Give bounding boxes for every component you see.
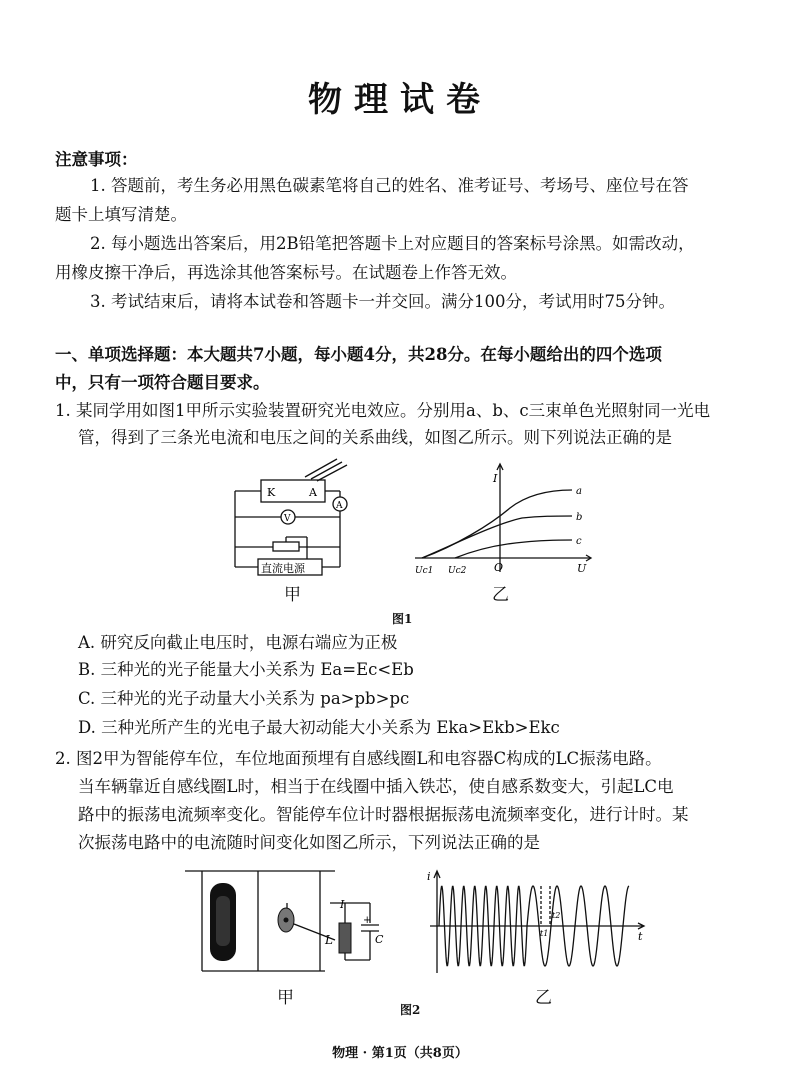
notice-heading: 注意事项： (55, 150, 138, 169)
page-title: 物理试卷 (308, 80, 492, 120)
q1-option-d: D. 三种光所产生的光电子最大初动能大小关系为 Eka>Ekb>Ekc (78, 718, 560, 737)
notice-item-1-line-1: 1. 答题前，考生务必用黑色碳素笔将自己的姓名、准考证号、考场号、座位号在答 (90, 176, 689, 195)
figure-1b-label: 乙 (492, 585, 509, 605)
q1-line-2: 管，得到了三条光电流和电压之间的关系曲线，如图乙所示。则下列说法正确的是 (78, 428, 672, 447)
q1-line-1: 1. 某同学用如图1甲所示实验装置研究光电效应。分别用a、b、c三束单色光照射同一光电 (55, 401, 711, 420)
figure-2-parking-spot (185, 868, 385, 978)
phototube-k-label: K (267, 486, 276, 499)
t1-label: t1 (540, 929, 549, 938)
current-label: I (340, 898, 345, 911)
section-1-line-2: 中，只有一项符合题目要求。 (55, 373, 270, 392)
q2-line-4: 次振荡电路中的电流随时间变化如图乙所示，下列说法正确的是 (78, 833, 540, 852)
q1-option-a: A. 研究反向截止电压时，电源右端应为正极 (78, 633, 398, 652)
curve-c-label: c (576, 536, 582, 547)
capacitor-plus-label: + (363, 915, 372, 926)
capacitor-label: C (375, 933, 384, 946)
q2-line-2: 当车辆靠近自感线圈L时，相当于在线圈中插入铁芯，使自感系数变大，引起LC电 (78, 777, 674, 796)
q2-line-1: 2. 图2甲为智能停车位，车位地面预埋有自感线圈L和电容器C构成的LC振荡电路。 (55, 749, 662, 768)
voltmeter-label: V (284, 514, 291, 524)
graph1-x-label: U (577, 562, 587, 575)
graph2-x-label: t (638, 930, 643, 943)
notice-item-3: 3. 考试结束后，请将本试卷和答题卡一并交回。满分100分，考试用时75分钟。 (90, 292, 675, 311)
t2-label: t2 (552, 911, 561, 920)
q1-option-c: C. 三种光的光子动量大小关系为 pa>pb>pc (78, 689, 410, 708)
inductor-icon (339, 923, 351, 953)
notice-item-2-line-1: 2. 每小题选出答案后，用2B铅笔把答题卡上对应题目的答案标号涂黑。如需改动， (90, 234, 695, 253)
figure-2-caption: 图2 (400, 1003, 421, 1017)
figure-1-caption: 图1 (392, 612, 413, 626)
graph2-y-label: i (427, 870, 431, 883)
graph1-uc1-label: Uc1 (415, 566, 434, 576)
figure-1a-label: 甲 (284, 585, 301, 605)
graph1-y-label: I (493, 472, 498, 485)
curve-a-label: a (576, 486, 582, 497)
q1-option-b: B. 三种光的光子能量大小关系为 Ea=Ec<Eb (78, 660, 414, 679)
graph1-origin-label: O (494, 561, 504, 574)
curve-b-label: b (576, 512, 583, 523)
curve-c (455, 540, 572, 558)
figure-1-iu-graph (410, 460, 595, 585)
power-supply-label: 直流电源 (261, 562, 305, 575)
q2-line-3: 路中的振荡电流频率变化。智能停车位计时器根据振荡电流频率变化，进行计时。某 (78, 805, 689, 824)
figure-1-circuit (225, 455, 360, 580)
graph1-uc2-label: Uc2 (448, 566, 467, 576)
ammeter-label: A (336, 501, 343, 511)
notice-item-2-line-2: 用橡皮擦干净后，再选涂其他答案标号。在试题卷上作答无效。 (55, 263, 517, 282)
figure-2a-label: 甲 (277, 988, 294, 1008)
inductor-label: L (325, 933, 333, 947)
curve-b (422, 516, 572, 558)
figure-2-oscillation-graph (425, 868, 650, 983)
section-1-line-1: 一、单项选择题：本大题共7小题，每小题4分，共28分。在每小题给出的四个选项 (55, 345, 662, 364)
notice-item-1-line-2: 题卡上填写清楚。 (55, 205, 187, 224)
figure-2b-label: 乙 (535, 988, 552, 1008)
page-footer: 物理 · 第1页（共8页） (332, 1046, 468, 1061)
phototube-a-label: A (309, 486, 317, 499)
